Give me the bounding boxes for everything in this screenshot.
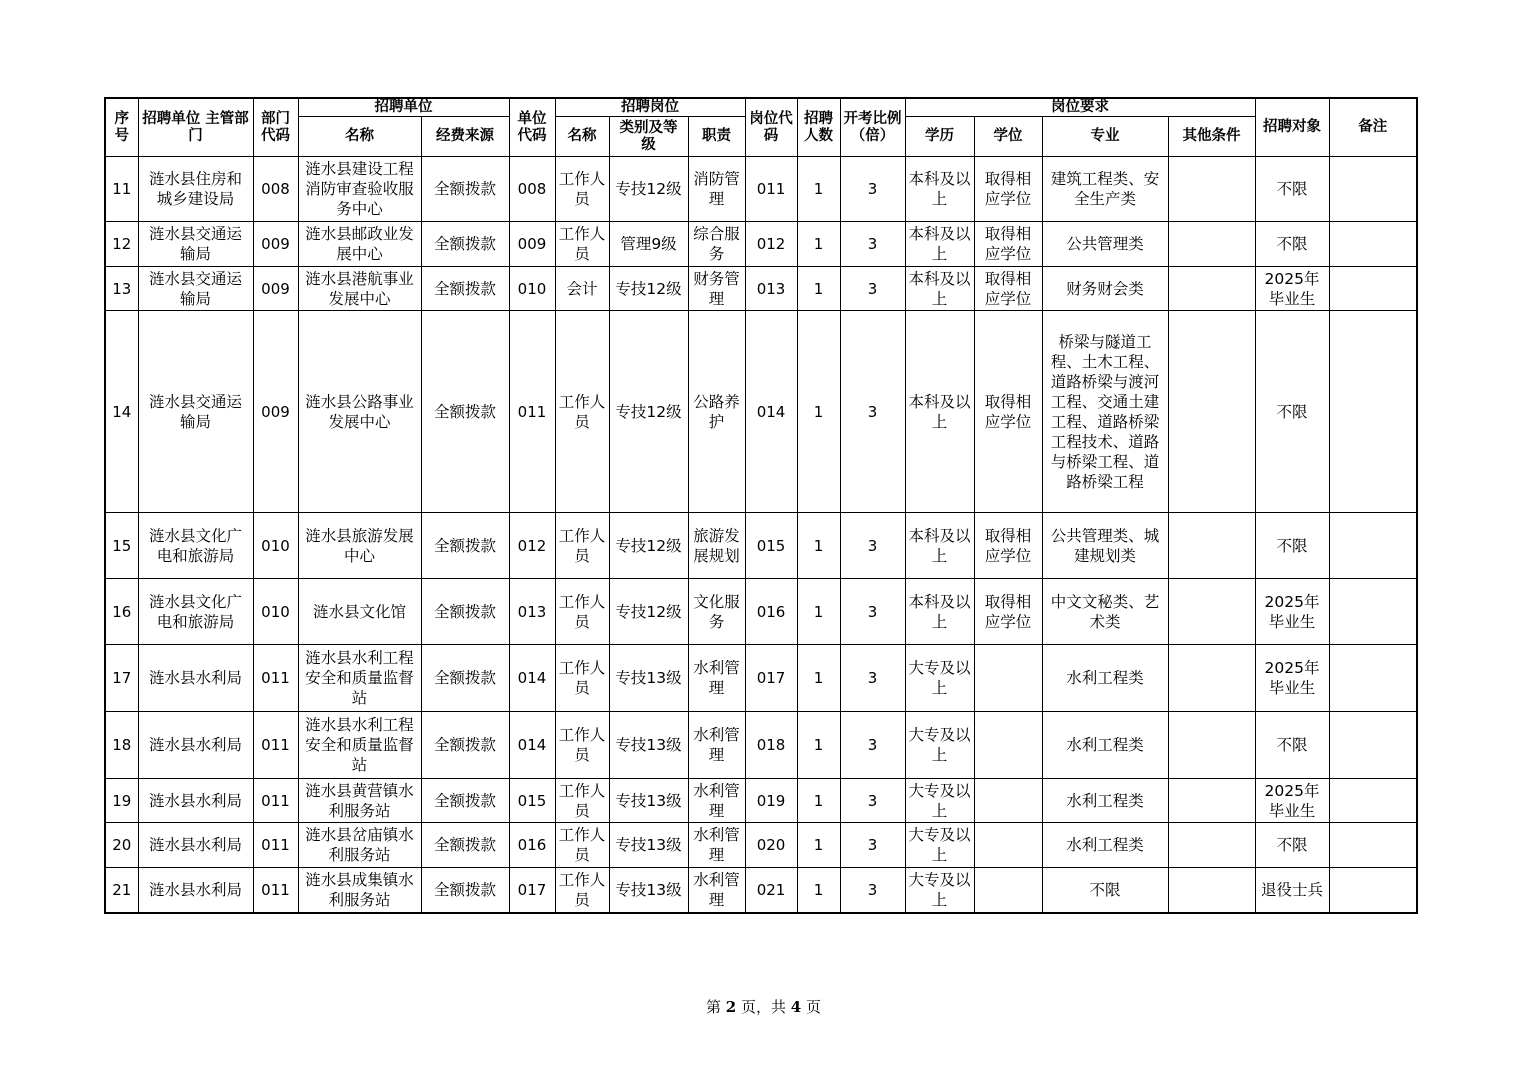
cell-headcount: 1 bbox=[797, 868, 840, 913]
cell-duty: 水利管理 bbox=[688, 779, 745, 823]
cell-ratio: 3 bbox=[840, 579, 905, 645]
cell-category: 专技13级 bbox=[609, 823, 688, 868]
cell-headcount: 1 bbox=[797, 157, 840, 222]
cell-remark bbox=[1329, 645, 1417, 712]
cell-dept-code: 011 bbox=[253, 779, 298, 823]
cell-dept: 涟水县水利局 bbox=[138, 823, 253, 868]
header-unit-dept: 招聘单位 主管部门 bbox=[138, 98, 253, 157]
cell-category: 管理9级 bbox=[609, 222, 688, 267]
cell-pos-code: 016 bbox=[745, 579, 797, 645]
cell-pos-name: 工作人员 bbox=[555, 311, 609, 513]
cell-other bbox=[1168, 157, 1255, 222]
header-ratio: 开考比例（倍） bbox=[840, 98, 905, 157]
cell-major: 不限 bbox=[1042, 868, 1168, 913]
cell-dept: 涟水县水利局 bbox=[138, 645, 253, 712]
cell-dept-code: 009 bbox=[253, 311, 298, 513]
cell-other bbox=[1168, 267, 1255, 311]
cell-unit-code: 017 bbox=[509, 868, 555, 913]
cell-headcount: 1 bbox=[797, 222, 840, 267]
cell-dept: 涟水县水利局 bbox=[138, 868, 253, 913]
cell-pos-code: 020 bbox=[745, 823, 797, 868]
cell-pos-name: 工作人员 bbox=[555, 712, 609, 779]
cell-unit-code: 015 bbox=[509, 779, 555, 823]
cell-remark bbox=[1329, 311, 1417, 513]
cell-pos-code: 014 bbox=[745, 311, 797, 513]
cell-target: 2025年毕业生 bbox=[1255, 779, 1329, 823]
cell-target: 不限 bbox=[1255, 513, 1329, 579]
cell-pos-name: 工作人员 bbox=[555, 868, 609, 913]
cell-education: 本科及以上 bbox=[905, 311, 974, 513]
header-funding: 经费来源 bbox=[421, 117, 509, 157]
header-requirements: 岗位要求 bbox=[905, 98, 1255, 117]
header-education: 学历 bbox=[905, 117, 974, 157]
cell-seq: 14 bbox=[105, 311, 138, 513]
cell-pos-name: 工作人员 bbox=[555, 513, 609, 579]
header-major: 专业 bbox=[1042, 117, 1168, 157]
cell-remark bbox=[1329, 823, 1417, 868]
cell-education: 本科及以上 bbox=[905, 157, 974, 222]
cell-pos-name: 工作人员 bbox=[555, 222, 609, 267]
cell-major: 财务财会类 bbox=[1042, 267, 1168, 311]
cell-education: 本科及以上 bbox=[905, 267, 974, 311]
header-degree: 学位 bbox=[974, 117, 1042, 157]
cell-degree bbox=[974, 823, 1042, 868]
cell-target: 不限 bbox=[1255, 712, 1329, 779]
cell-dept: 涟水县水利局 bbox=[138, 712, 253, 779]
cell-target: 2025年毕业生 bbox=[1255, 267, 1329, 311]
cell-unit-name: 涟水县公路事业发展中心 bbox=[298, 311, 421, 513]
cell-target: 不限 bbox=[1255, 157, 1329, 222]
cell-seq: 17 bbox=[105, 645, 138, 712]
cell-other bbox=[1168, 868, 1255, 913]
cell-unit-name: 涟水县邮政业发展中心 bbox=[298, 222, 421, 267]
cell-pos-code: 011 bbox=[745, 157, 797, 222]
cell-seq: 15 bbox=[105, 513, 138, 579]
cell-unit-name: 涟水县岔庙镇水利服务站 bbox=[298, 823, 421, 868]
cell-unit-code: 016 bbox=[509, 823, 555, 868]
cell-dept-code: 008 bbox=[253, 157, 298, 222]
cell-major: 建筑工程类、安全生产类 bbox=[1042, 157, 1168, 222]
table-body bbox=[105, 157, 1417, 913]
cell-headcount: 1 bbox=[797, 779, 840, 823]
cell-ratio: 3 bbox=[840, 868, 905, 913]
header-pos-code: 岗位代码 bbox=[745, 98, 797, 157]
cell-dept-code: 010 bbox=[253, 513, 298, 579]
cell-education: 大专及以上 bbox=[905, 779, 974, 823]
cell-major: 中文文秘类、艺术类 bbox=[1042, 579, 1168, 645]
footer-middle: 页，共 bbox=[740, 998, 786, 1016]
cell-other bbox=[1168, 311, 1255, 513]
cell-dept: 涟水县交通运输局 bbox=[138, 311, 253, 513]
cell-degree bbox=[974, 712, 1042, 779]
cell-seq: 12 bbox=[105, 222, 138, 267]
cell-seq: 11 bbox=[105, 157, 138, 222]
page-footer bbox=[0, 996, 1527, 1017]
cell-unit-name: 涟水县水利工程安全和质量监督站 bbox=[298, 712, 421, 779]
cell-category: 专技12级 bbox=[609, 267, 688, 311]
table-row bbox=[105, 868, 1417, 913]
cell-pos-code: 015 bbox=[745, 513, 797, 579]
header-pos-name: 名称 bbox=[555, 117, 609, 157]
table-row bbox=[105, 645, 1417, 712]
cell-ratio: 3 bbox=[840, 267, 905, 311]
cell-seq: 20 bbox=[105, 823, 138, 868]
cell-target: 不限 bbox=[1255, 222, 1329, 267]
cell-remark bbox=[1329, 579, 1417, 645]
cell-pos-name: 工作人员 bbox=[555, 779, 609, 823]
cell-seq: 16 bbox=[105, 579, 138, 645]
cell-degree: 取得相应学位 bbox=[974, 513, 1042, 579]
cell-target: 不限 bbox=[1255, 823, 1329, 868]
cell-degree: 取得相应学位 bbox=[974, 222, 1042, 267]
cell-dept-code: 010 bbox=[253, 579, 298, 645]
cell-major: 桥梁与隧道工程、土木工程、道路桥梁与渡河工程、交通土建工程、道路桥梁工程技术、道路与桥梁工程、道路桥梁工程 bbox=[1042, 311, 1168, 513]
header-headcount: 招聘人数 bbox=[797, 98, 840, 157]
header-seq: 序号 bbox=[105, 98, 138, 157]
cell-funding: 全额拨款 bbox=[421, 513, 509, 579]
cell-education: 大专及以上 bbox=[905, 823, 974, 868]
cell-funding: 全额拨款 bbox=[421, 868, 509, 913]
cell-ratio: 3 bbox=[840, 712, 905, 779]
cell-other bbox=[1168, 645, 1255, 712]
cell-headcount: 1 bbox=[797, 311, 840, 513]
cell-funding: 全额拨款 bbox=[421, 579, 509, 645]
table-row bbox=[105, 823, 1417, 868]
cell-pos-code: 012 bbox=[745, 222, 797, 267]
cell-unit-name: 涟水县成集镇水利服务站 bbox=[298, 868, 421, 913]
cell-remark bbox=[1329, 267, 1417, 311]
cell-dept: 涟水县住房和城乡建设局 bbox=[138, 157, 253, 222]
cell-unit-name: 涟水县建设工程消防审查验收服务中心 bbox=[298, 157, 421, 222]
cell-category: 专技12级 bbox=[609, 311, 688, 513]
cell-seq: 18 bbox=[105, 712, 138, 779]
cell-pos-code: 021 bbox=[745, 868, 797, 913]
cell-funding: 全额拨款 bbox=[421, 222, 509, 267]
cell-funding: 全额拨款 bbox=[421, 779, 509, 823]
cell-ratio: 3 bbox=[840, 823, 905, 868]
cell-remark bbox=[1329, 712, 1417, 779]
cell-unit-code: 014 bbox=[509, 645, 555, 712]
cell-pos-code: 019 bbox=[745, 779, 797, 823]
cell-headcount: 1 bbox=[797, 513, 840, 579]
cell-remark bbox=[1329, 779, 1417, 823]
cell-other bbox=[1168, 779, 1255, 823]
recruitment-table bbox=[104, 97, 1418, 914]
cell-major: 水利工程类 bbox=[1042, 712, 1168, 779]
cell-funding: 全额拨款 bbox=[421, 645, 509, 712]
cell-degree bbox=[974, 645, 1042, 712]
cell-dept-code: 011 bbox=[253, 712, 298, 779]
header-category: 类别及等级 bbox=[609, 117, 688, 157]
cell-duty: 消防管理 bbox=[688, 157, 745, 222]
cell-dept-code: 009 bbox=[253, 267, 298, 311]
cell-pos-name: 工作人员 bbox=[555, 579, 609, 645]
cell-ratio: 3 bbox=[840, 222, 905, 267]
cell-dept-code: 009 bbox=[253, 222, 298, 267]
cell-category: 专技12级 bbox=[609, 513, 688, 579]
cell-duty: 文化服务 bbox=[688, 579, 745, 645]
cell-degree: 取得相应学位 bbox=[974, 311, 1042, 513]
cell-dept: 涟水县文化广电和旅游局 bbox=[138, 513, 253, 579]
recruitment-table-container bbox=[104, 97, 1418, 914]
cell-degree: 取得相应学位 bbox=[974, 579, 1042, 645]
cell-duty: 旅游发展规划 bbox=[688, 513, 745, 579]
cell-category: 专技13级 bbox=[609, 712, 688, 779]
cell-unit-name: 涟水县旅游发展中心 bbox=[298, 513, 421, 579]
cell-education: 大专及以上 bbox=[905, 645, 974, 712]
cell-unit-name: 涟水县水利工程安全和质量监督站 bbox=[298, 645, 421, 712]
header-recruit-unit: 招聘单位 bbox=[298, 98, 509, 117]
cell-other bbox=[1168, 513, 1255, 579]
cell-remark bbox=[1329, 513, 1417, 579]
cell-dept-code: 011 bbox=[253, 868, 298, 913]
cell-major: 水利工程类 bbox=[1042, 645, 1168, 712]
table-row bbox=[105, 579, 1417, 645]
table-row bbox=[105, 157, 1417, 222]
cell-degree: 取得相应学位 bbox=[974, 157, 1042, 222]
cell-category: 专技12级 bbox=[609, 157, 688, 222]
cell-unit-name: 涟水县港航事业发展中心 bbox=[298, 267, 421, 311]
cell-category: 专技12级 bbox=[609, 579, 688, 645]
cell-dept: 涟水县水利局 bbox=[138, 779, 253, 823]
footer-total-pages: 4 bbox=[790, 998, 802, 1016]
cell-unit-code: 011 bbox=[509, 311, 555, 513]
cell-duty: 公路养护 bbox=[688, 311, 745, 513]
cell-headcount: 1 bbox=[797, 267, 840, 311]
footer-page-number: 2 bbox=[725, 998, 737, 1016]
cell-dept-code: 011 bbox=[253, 645, 298, 712]
cell-category: 专技13级 bbox=[609, 868, 688, 913]
table-row bbox=[105, 267, 1417, 311]
cell-degree bbox=[974, 868, 1042, 913]
cell-remark bbox=[1329, 868, 1417, 913]
cell-seq: 19 bbox=[105, 779, 138, 823]
cell-funding: 全额拨款 bbox=[421, 823, 509, 868]
cell-unit-code: 014 bbox=[509, 712, 555, 779]
cell-ratio: 3 bbox=[840, 779, 905, 823]
cell-target: 2025年毕业生 bbox=[1255, 645, 1329, 712]
cell-duty: 水利管理 bbox=[688, 823, 745, 868]
cell-other bbox=[1168, 579, 1255, 645]
cell-duty: 水利管理 bbox=[688, 712, 745, 779]
cell-pos-name: 工作人员 bbox=[555, 645, 609, 712]
cell-duty: 水利管理 bbox=[688, 868, 745, 913]
cell-unit-code: 012 bbox=[509, 513, 555, 579]
cell-education: 本科及以上 bbox=[905, 222, 974, 267]
cell-unit-name: 涟水县黄营镇水利服务站 bbox=[298, 779, 421, 823]
header-target: 招聘对象 bbox=[1255, 98, 1329, 157]
cell-unit-code: 009 bbox=[509, 222, 555, 267]
cell-duty: 综合服务 bbox=[688, 222, 745, 267]
footer-suffix: 页 bbox=[806, 998, 822, 1016]
cell-degree: 取得相应学位 bbox=[974, 267, 1042, 311]
cell-education: 本科及以上 bbox=[905, 513, 974, 579]
cell-pos-name: 工作人员 bbox=[555, 823, 609, 868]
header-unit-name: 名称 bbox=[298, 117, 421, 157]
cell-ratio: 3 bbox=[840, 157, 905, 222]
header-remark: 备注 bbox=[1329, 98, 1417, 157]
cell-funding: 全额拨款 bbox=[421, 712, 509, 779]
cell-other bbox=[1168, 712, 1255, 779]
cell-funding: 全额拨款 bbox=[421, 311, 509, 513]
table-row bbox=[105, 513, 1417, 579]
cell-unit-code: 010 bbox=[509, 267, 555, 311]
cell-target: 2025年毕业生 bbox=[1255, 579, 1329, 645]
cell-target: 不限 bbox=[1255, 311, 1329, 513]
cell-headcount: 1 bbox=[797, 823, 840, 868]
cell-education: 大专及以上 bbox=[905, 712, 974, 779]
cell-degree bbox=[974, 779, 1042, 823]
cell-major: 公共管理类 bbox=[1042, 222, 1168, 267]
cell-unit-code: 013 bbox=[509, 579, 555, 645]
cell-headcount: 1 bbox=[797, 712, 840, 779]
cell-major: 公共管理类、城建规划类 bbox=[1042, 513, 1168, 579]
table-row bbox=[105, 712, 1417, 779]
cell-unit-name: 涟水县文化馆 bbox=[298, 579, 421, 645]
header-duty: 职责 bbox=[688, 117, 745, 157]
cell-dept-code: 011 bbox=[253, 823, 298, 868]
cell-seq: 21 bbox=[105, 868, 138, 913]
cell-funding: 全额拨款 bbox=[421, 157, 509, 222]
cell-ratio: 3 bbox=[840, 311, 905, 513]
cell-category: 专技13级 bbox=[609, 779, 688, 823]
cell-dept: 涟水县文化广电和旅游局 bbox=[138, 579, 253, 645]
cell-education: 大专及以上 bbox=[905, 868, 974, 913]
cell-pos-code: 013 bbox=[745, 267, 797, 311]
cell-ratio: 3 bbox=[840, 645, 905, 712]
footer-prefix: 第 bbox=[705, 998, 721, 1016]
table-row bbox=[105, 222, 1417, 267]
cell-duty: 财务管理 bbox=[688, 267, 745, 311]
cell-pos-code: 018 bbox=[745, 712, 797, 779]
header-dept-code: 部门代码 bbox=[253, 98, 298, 157]
cell-headcount: 1 bbox=[797, 645, 840, 712]
cell-unit-code: 008 bbox=[509, 157, 555, 222]
cell-pos-name: 会计 bbox=[555, 267, 609, 311]
cell-pos-name: 工作人员 bbox=[555, 157, 609, 222]
table-row bbox=[105, 779, 1417, 823]
cell-category: 专技13级 bbox=[609, 645, 688, 712]
cell-major: 水利工程类 bbox=[1042, 779, 1168, 823]
table-row bbox=[105, 311, 1417, 513]
cell-dept: 涟水县交通运输局 bbox=[138, 267, 253, 311]
header-unit-code: 单位代码 bbox=[509, 98, 555, 157]
cell-duty: 水利管理 bbox=[688, 645, 745, 712]
cell-remark bbox=[1329, 157, 1417, 222]
cell-remark bbox=[1329, 222, 1417, 267]
cell-other bbox=[1168, 823, 1255, 868]
cell-pos-code: 017 bbox=[745, 645, 797, 712]
cell-funding: 全额拨款 bbox=[421, 267, 509, 311]
header-position: 招聘岗位 bbox=[555, 98, 745, 117]
cell-ratio: 3 bbox=[840, 513, 905, 579]
cell-education: 本科及以上 bbox=[905, 579, 974, 645]
cell-target: 退役士兵 bbox=[1255, 868, 1329, 913]
cell-other bbox=[1168, 222, 1255, 267]
cell-seq: 13 bbox=[105, 267, 138, 311]
cell-dept: 涟水县交通运输局 bbox=[138, 222, 253, 267]
header-other: 其他条件 bbox=[1168, 117, 1255, 157]
cell-headcount: 1 bbox=[797, 579, 840, 645]
cell-major: 水利工程类 bbox=[1042, 823, 1168, 868]
